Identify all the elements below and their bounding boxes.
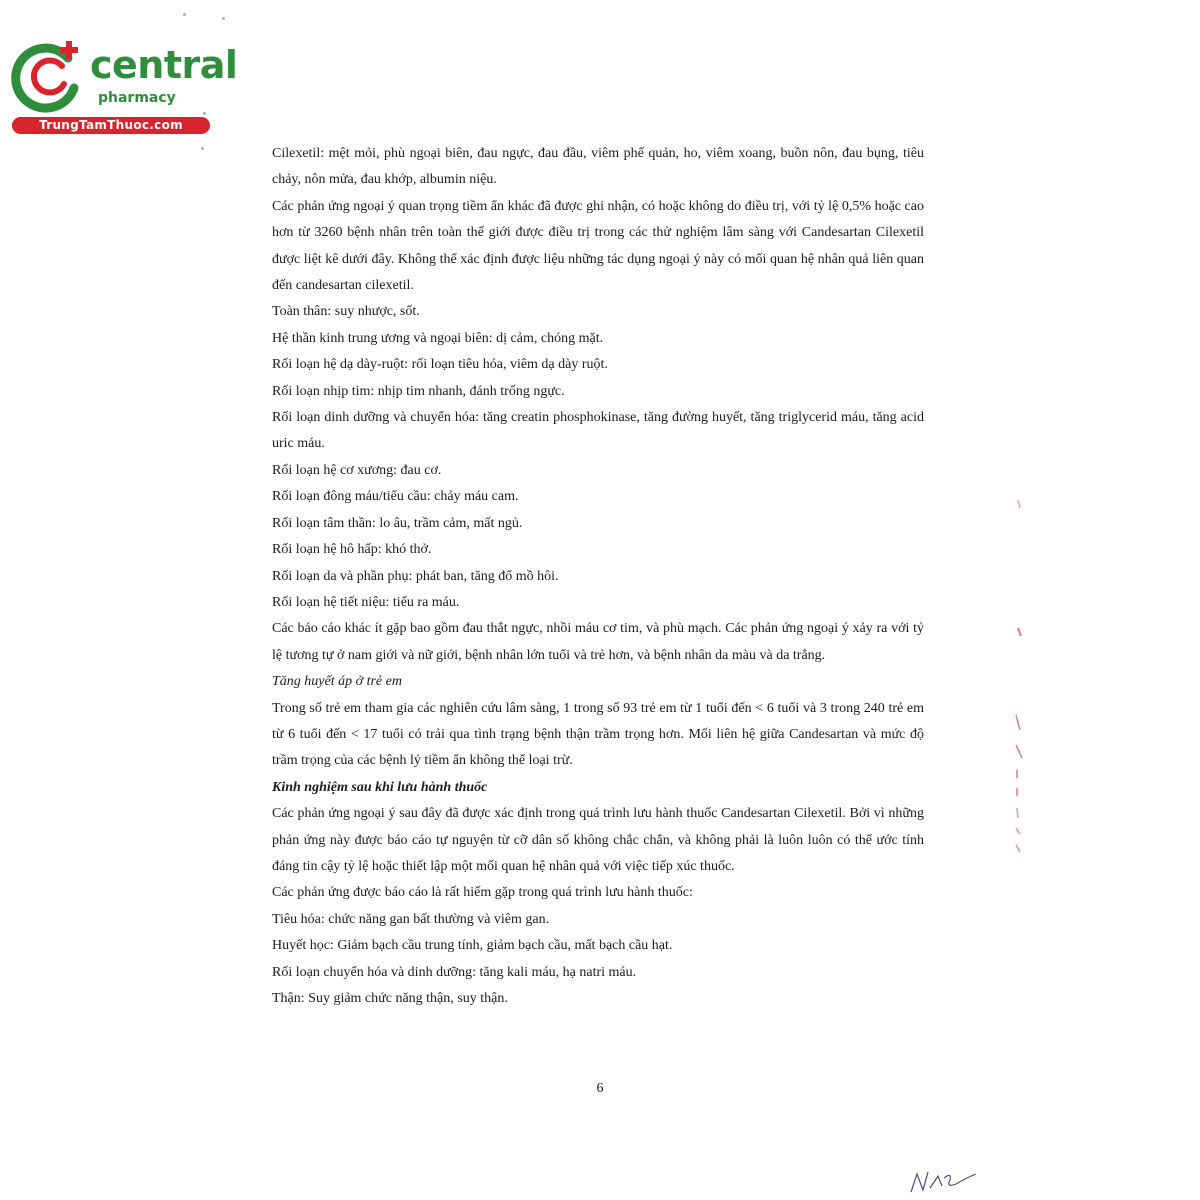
paragraph: Toàn thân: suy nhược, sốt. <box>272 304 420 320</box>
paragraph: Huyết học: Giảm bạch cầu trung tính, giảm bạch cầu, mất bạch cầu hạt. <box>272 938 673 954</box>
logo-subtitle: pharmacy <box>98 90 176 106</box>
section-heading-postmarketing: Kinh nghiệm sau khi lưu hành thuốc <box>272 779 488 795</box>
logo-title: central <box>90 43 238 87</box>
paragraph: Hệ thần kinh trung ương và ngoại biên: dị cảm, chóng mặt. <box>272 330 604 346</box>
paragraph: Rối loạn dinh dưỡng và chuyển hóa: tăng creatin phosphokinase, tăng đường huyết, tăng triglycerid máu, tăng acid uric máu. <box>272 410 924 452</box>
paragraph: Rối loạn hệ dạ dày-ruột: rối loạn tiêu hóa, viêm dạ dày ruột. <box>272 357 608 373</box>
scan-edge-marks <box>1008 490 1028 870</box>
paragraph: Tiêu hóa: chức năng gan bất thường và viêm gan. <box>272 911 550 927</box>
plus-circle-logo-icon <box>10 36 92 118</box>
scan-speck <box>183 13 186 16</box>
paragraph: Rối loạn da và phần phụ: phát ban, tăng đổ mồ hôi. <box>272 568 559 584</box>
paragraph: Các phản ứng được báo cáo là rất hiếm gặp trong quá trình lưu hành thuốc: <box>272 885 693 901</box>
paragraph: Rối loạn hệ hô hấp: khó thở. <box>272 542 432 558</box>
page-number: 6 <box>596 1081 604 1096</box>
paragraph: Rối loạn đông máu/tiểu cầu: chảy máu cam. <box>272 489 519 505</box>
scan-speck <box>201 147 204 150</box>
paragraph: Trong số trẻ em tham gia các nghiên cứu lâm sàng, 1 trong số 93 trẻ em từ 1 tuổi đến < 6 tuổi và 3 trong 240 trẻ em từ 6 tuổi đến < 17 tuổi có trải qua tình trạng bệnh thận trầm trọng hơn. Mối liên hệ giữa Candesartan và mức độ trầm trọng của các bệnh lý tiềm ẩn không thể loại trừ. <box>272 700 924 769</box>
document-body <box>272 141 924 1012</box>
paragraph: Rối loạn nhịp tim: nhịp tim nhanh, đánh trống ngực. <box>272 383 565 399</box>
paragraph: Thận: Suy giảm chức năng thận, suy thận. <box>272 991 508 1006</box>
logo-website: TrungTamThuoc.com <box>12 117 210 134</box>
paragraph: Các báo cáo khác ít gặp bao gồm đau thắt ngực, nhồi máu cơ tim, và phù mạch. Các phản ứng ngoại ý xảy ra với tỷ lệ tương tự ở nam giới và nữ giới, bệnh nhân lớn tuổi và trẻ hơn, và bệnh nhân da màu và da trắng. <box>272 621 924 663</box>
paragraph: Rối loạn hệ tiết niệu: tiểu ra máu. <box>272 594 460 610</box>
paragraph: Cilexetil: mệt mỏi, phù ngoại biên, đau ngực, đau đầu, viêm phế quản, ho, viêm xoang, buồn nôn, đau bụng, tiêu chảy, nôn mửa, đau khớp, albumin niệu. <box>272 146 924 188</box>
paragraph: Các phản ứng ngoại ý quan trọng tiềm ẩn khác đã được ghi nhận, có hoặc không do điều trị, với tỷ lệ 0,5% hoặc cao hơn từ 3260 bệnh nhân trên toàn thế giới được điều trị trong các thử nghiệm lâm sàng với Candesartan Cilexetil được liệt kê dưới đây. Không thể xác định được liệu những tác dụng ngoại ý này có mối quan hệ nhân quả liên quan đến candesartan cilexetil. <box>272 198 924 294</box>
scan-speck <box>203 112 206 115</box>
paragraph: Rối loạn tâm thần: lo âu, trầm cảm, mất ngủ. <box>272 515 523 531</box>
section-heading-pediatric: Tăng huyết áp ở trẻ em <box>272 674 402 690</box>
scan-speck <box>222 17 225 20</box>
handwritten-signature-icon <box>908 1164 984 1198</box>
paragraph: Rối loạn hệ cơ xương: đau cơ. <box>272 462 442 478</box>
brand-logo <box>10 36 238 136</box>
paragraph: Rối loạn chuyển hóa và dinh dưỡng: tăng kali máu, hạ natri máu. <box>272 964 637 980</box>
paragraph: Các phản ứng ngoại ý sau đây đã được xác định trong quá trình lưu hành thuốc Candesartan Cilexetil. Bởi vì những phản ứng này được báo cáo tự nguyện từ cỡ dân số không chắc chắn, và không phải là luôn luôn có thể ước tính đáng tin cậy tỷ lệ hoặc thiết lập một mối quan hệ nhân quả với việc tiếp xúc thuốc. <box>272 806 924 874</box>
